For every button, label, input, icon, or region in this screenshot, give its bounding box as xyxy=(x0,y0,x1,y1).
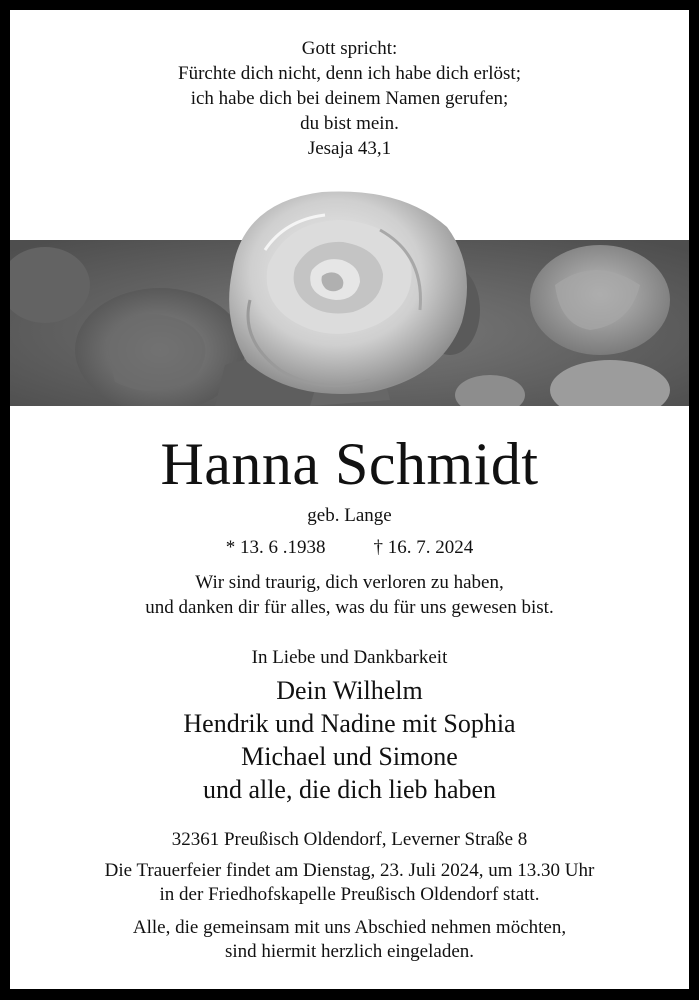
quote-line: du bist mein. xyxy=(300,113,399,134)
birth-name: geb. Lange xyxy=(307,505,392,526)
ceremony-line: in der Friedhofskapelle Preußisch Oldendorf statt. xyxy=(159,884,540,905)
bible-quote xyxy=(10,36,689,161)
family-member: und alle, die dich lieb haben xyxy=(202,775,497,804)
ceremony-info xyxy=(10,859,689,907)
family-member: Michael und Simone xyxy=(241,742,458,771)
message-line: und danken dir für alles, was du für uns gewesen bist. xyxy=(145,597,554,618)
invitation-line: Alle, die gemeinsam mit uns Abschied nehmen möchten, xyxy=(132,917,567,938)
quote-source: Jesaja 43,1 xyxy=(307,138,392,159)
quote-line: Gott spricht: xyxy=(301,38,398,59)
family-intro: In Liebe und Dankbarkeit xyxy=(251,647,448,668)
family-member: Dein Wilhelm xyxy=(276,676,423,705)
obituary-card xyxy=(10,10,689,989)
life-dates xyxy=(10,536,689,560)
rose-image xyxy=(10,190,689,406)
birth-date: * 13. 6 .1938 xyxy=(225,537,326,558)
ceremony-line: Die Trauerfeier findet am Dienstag, 23. Juli 2024, um 13.30 Uhr xyxy=(104,860,595,881)
message-line: Wir sind traurig, dich verloren zu haben, xyxy=(195,572,504,593)
rose-photo xyxy=(10,190,689,406)
death-date: † 16. 7. 2024 xyxy=(373,537,474,558)
address: 32361 Preußisch Oldendorf, Leverner Straße 8 xyxy=(171,829,528,850)
family-member: Hendrik und Nadine mit Sophia xyxy=(183,709,516,738)
condolence-message xyxy=(10,570,689,620)
family-list xyxy=(10,674,689,806)
deceased-name: Hanna Schmidt xyxy=(160,431,539,497)
quote-line: Fürchte dich nicht, denn ich habe dich erlöst; xyxy=(178,63,521,84)
invitation xyxy=(10,916,689,964)
invitation-line: sind hiermit herzlich eingeladen. xyxy=(224,941,475,962)
quote-line: ich habe dich bei deinem Namen gerufen; xyxy=(190,88,509,109)
